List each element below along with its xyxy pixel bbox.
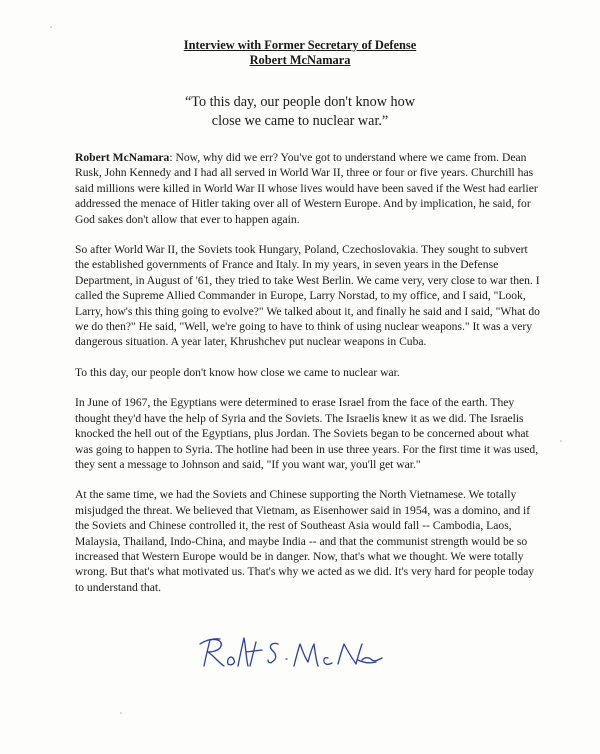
speaker-name: Robert McNamara (75, 151, 170, 164)
paper-speck (560, 440, 562, 442)
paragraph-1-text: : Now, why did we err? You've got to understand where we came from. Dean Rusk, John Kennedy and I had all served in World War II, three or four or five years. Churchill has said millions were killed in World War II whose lives would have been saved if the West had earlier addressed the menace of Hitler taking over all of Western Europe. And by implication, he said, for God sakes don't allow that ever to happen again. (75, 151, 538, 226)
pull-quote (0, 93, 600, 131)
header-subtitle: Robert McNamara (249, 53, 351, 67)
paragraph-3: To this day, our people don't know how close we came to nuclear war. (75, 365, 400, 379)
signature-image (190, 630, 390, 680)
interview-body (75, 150, 541, 610)
document-header (0, 38, 600, 68)
paragraph-2: So after World War II, the Soviets took Hungary, Poland, Czechoslovakia. They sought to subvert the established governments of France and Italy. In my years, in seven years in the Defense Department, in August of '61, they tried to take West Berlin. We came very, very close to war then. I called the Supreme Allied Commander in Europe, Larry Norstad, to my office, and I said, "Look, Larry, how's this thing going to evolve?" We talked about it, and finally he said and I said, "What do we do then?" He said, "Well, we're going to have to think of using nuclear weapons." It was a very dangerous situation. A year later, Khrushchev put nuclear weapons in Cuba. (75, 243, 540, 349)
quote-line-2: close we came to nuclear war.” (211, 113, 389, 129)
quote-line-1: “To this day, our people don't know how (185, 94, 415, 110)
paragraph-1 (75, 150, 541, 227)
header-title: Interview with Former Secretary of Defense (183, 38, 417, 52)
paper-speck (120, 712, 122, 714)
paragraph-4: In June of 1967, the Egyptians were determined to erase Israel from the face of the earth. They thought they'd have the help of Syria and the Soviets. The Israelis knew it as we did. The Israelis knocked the hell out of the Egyptians, plus Jordan. The Soviets began to be concerned about what was going to happen to Syria. The hotline had been in use three years. For the first time it was used, they sent a message to Johnson and said, "If you want war, you'll get war." (75, 396, 539, 471)
paper-speck (50, 26, 52, 28)
paragraph-5: At the same time, we had the Soviets and Chinese supporting the North Vietnamese. We totally misjudged the threat. We believed that Vietnam, as Eisenhower said in 1954, was a domino, and if the Soviets and Chinese controlled it, the rest of Southeast Asia would fall -- Cambodia, Laos, Malaysia, Thailand, Indo-China, and maybe India -- and that the communist strength would be so increased that Western Europe would be in danger. Now, that's what we thought. We were totally wrong. But that's what motivated us. That's why we acted as we did. It's very hard for people today to understand that. (75, 488, 535, 594)
